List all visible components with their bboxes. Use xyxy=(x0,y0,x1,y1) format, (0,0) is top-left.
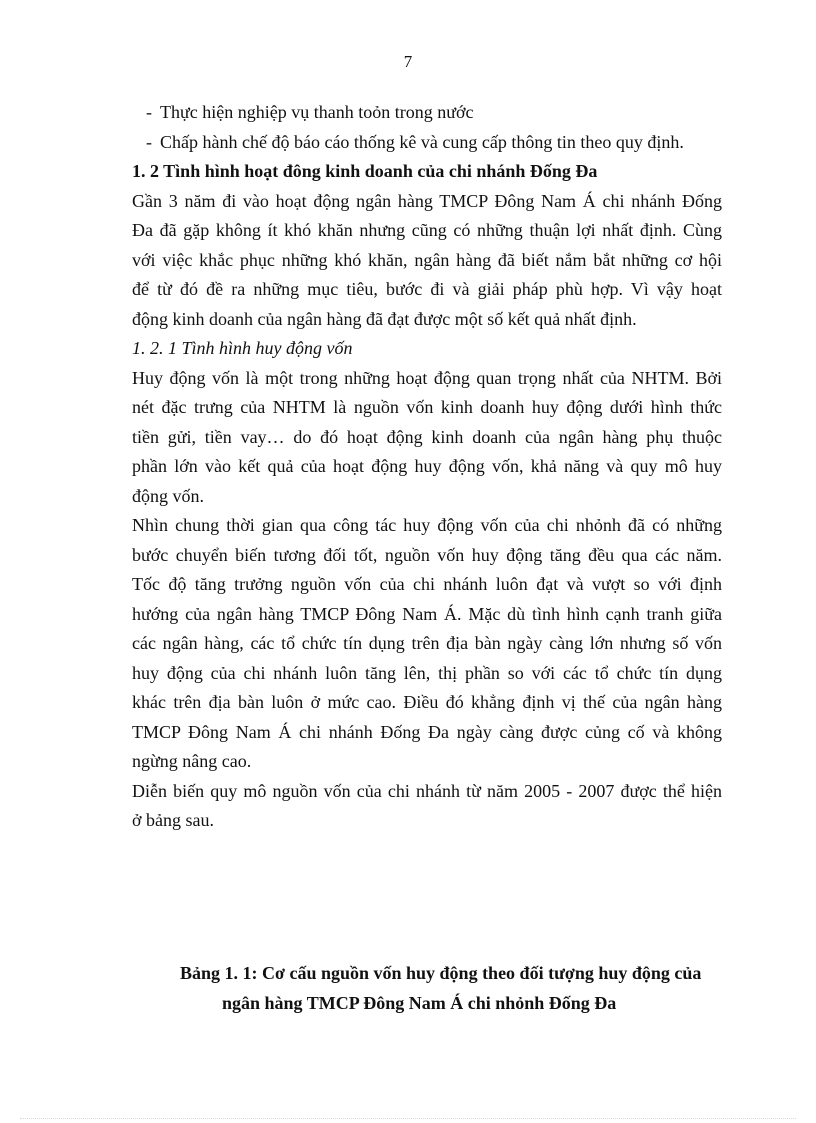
section-heading: 1. 2 Tình hình hoạt đông kinh doanh của chi nhánh Đống Đa xyxy=(132,161,598,181)
paragraph-line: huy động của chi nhánh luôn tăng lên, thị phần so với các tổ chức tín dụng xyxy=(132,662,722,683)
paragraph-line: động vốn. xyxy=(132,485,204,506)
table-caption-line: Bảng 1. 1: Cơ cấu nguồn vốn huy động theo đối tượng huy động của xyxy=(180,963,702,983)
paragraph-line: TMCP Đông Nam Á chi nhánh Đống Đa ngày càng được củng cố và không xyxy=(132,721,722,742)
paragraph-line: Huy động vốn là một trong những hoạt động quan trọng nhất của NHTM. Bởi xyxy=(132,367,722,388)
paragraph-line: hướng của ngân hàng TMCP Đông Nam Á. Mặc dù tình hình cạnh tranh giữa xyxy=(132,603,722,624)
bullet-dash: - xyxy=(146,102,152,122)
paragraph-line: phần lớn vào kết quả của hoạt động huy động vốn, khả năng và quy mô huy xyxy=(132,456,722,476)
page-number: 7 xyxy=(403,52,413,71)
paragraph-line: Nhìn chung thời gian qua công tác huy động vốn của chi nhỏnh đã có những xyxy=(132,515,722,535)
paragraph-line: Tốc độ tăng trưởng nguồn vốn của chi nhánh luôn đạt và vượt so với định xyxy=(132,574,722,594)
paragraph-line: bước chuyển biến tương đối tốt, nguồn vốn huy động tăng đều qua các năm. xyxy=(132,544,722,565)
bullet-dash: - xyxy=(146,131,152,152)
bullet-item xyxy=(132,128,722,158)
paragraph-line: ở bảng sau. xyxy=(132,810,215,830)
paragraph-line: tiền gửi, tiền vay… do đó hoạt động kinh doanh của ngân hàng phụ thuộc xyxy=(132,426,722,447)
paragraph-2 xyxy=(132,364,722,512)
paragraph-3 xyxy=(132,511,722,777)
paragraph-line: khác trên địa bàn luôn ở mức cao. Điều đó khẳng định vị thế của ngân hàng xyxy=(132,692,722,712)
bullet-item xyxy=(132,98,722,128)
subsection-heading: 1. 2. 1 Tình hình huy động vốn xyxy=(132,338,353,358)
paragraph-4 xyxy=(132,777,722,836)
paragraph-line: ngừng nâng cao. xyxy=(132,751,252,771)
page-bottom-divider xyxy=(20,1118,796,1119)
paragraph-line: Gần 3 năm đi vào hoạt động ngân hàng TMCP Đông Nam Á chi nhánh Đống xyxy=(132,190,722,211)
paragraph-line: Đa đã gặp không ít khó khăn nhưng cũng có những thuận lợi nhất định. Cùng xyxy=(132,220,722,240)
intro-paragraph xyxy=(132,187,722,335)
document-body xyxy=(132,98,722,836)
paragraph-line: để từ đó đề ra những mục tiêu, bước đi và giải pháp phù hợp. Vì vậy hoạt xyxy=(132,279,722,299)
paragraph-line: với việc khắc phục những khó khăn, ngân hàng đã biết nắm bắt những cơ hội xyxy=(132,249,722,270)
table-caption-line: ngân hàng TMCP Đông Nam Á chi nhỏnh Đống Đa xyxy=(222,993,617,1013)
paragraph-line: các ngân hàng, các tổ chức tín dụng trên địa bàn ngày càng lớn nhưng số vốn xyxy=(132,633,722,653)
paragraph-line: nét đặc trưng của NHTM là nguồn vốn kinh doanh huy động dưới hình thức xyxy=(132,397,722,417)
paragraph-line: động kinh doanh của ngân hàng đã đạt được một số kết quả nhất định. xyxy=(132,308,637,329)
paragraph-line: Diễn biến quy mô nguồn vốn của chi nhánh từ năm 2005 - 2007 được thể hiện xyxy=(132,780,722,801)
bullet-text: Chấp hành chế độ báo cáo thống kê và cung cấp thông tin theo quy định. xyxy=(160,131,684,152)
table-caption xyxy=(180,958,740,1018)
bullet-text: Thực hiện nghiệp vụ thanh toỏn trong nước xyxy=(160,102,474,122)
